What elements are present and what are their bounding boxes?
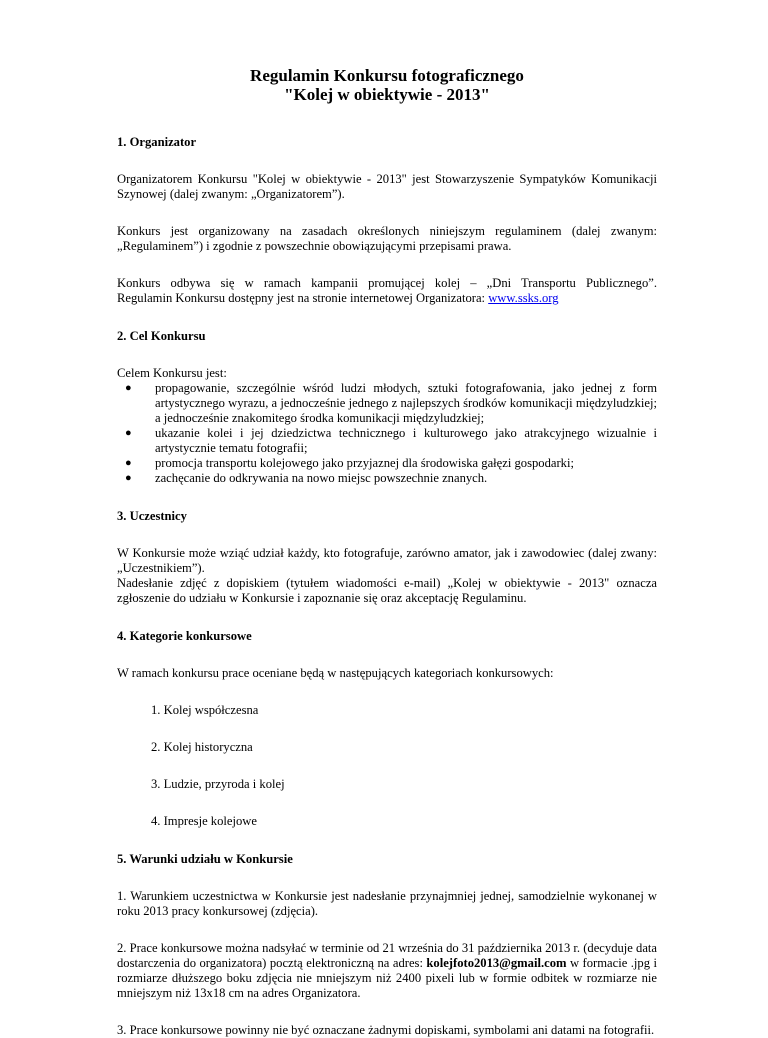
organizer-paragraph-3-line-1: Konkurs odbywa się w ramach kampanii promującej kolej – „Dni Transportu Publicznego”. xyxy=(117,276,657,290)
organizer-paragraph-1: Organizatorem Konkursu "Kolej w obiektywie - 2013" jest Stowarzyszenie Sympatyków Komunikacji Szynowej (dalej zwanym: „Organizatorem”). xyxy=(117,172,657,201)
category-item-1: 1. Kolej współczesna xyxy=(151,703,259,717)
contest-email-address: kolejfoto2013@gmail.com xyxy=(426,956,567,970)
category-item-2: 2. Kolej historyczna xyxy=(151,740,253,754)
conditions-paragraph-1: 1. Warunkiem uczestnictwa w Konkursie jest nadesłanie przynajmniej jednej, samodzielnie wykonanej w roku 2013 pracy konkursowej (zdjęcia). xyxy=(117,889,657,918)
list-item: ● propagowanie, szczególnie wśród ludzi młodych, sztuki fotografowania, jako jednej z form artystycznego wyrazu, a jednocześnie jednego z najlepszych środków komunikacji międzyludzkiej; a jednocześnie znakomitego środka komunikacji międzyludzkiej; xyxy=(125,381,657,425)
organizer-paragraph-2: Konkurs jest organizowany na zasadach określonych niniejszym regulaminem (dalej zwanym: „Regulaminem”) i zgodnie z powszechnie obowiązującymi przepisami prawa. xyxy=(117,224,657,253)
participants-paragraph-2: Nadesłanie zdjęć z dopiskiem (tytułem wiadomości e-mail) „Kolej w obiektywie - 2013" oznacza zgłoszenie do udziału w Konkursie i zapoznanie się oraz akceptację Regulaminu. xyxy=(117,576,657,605)
bullet-icon: ● xyxy=(125,427,132,439)
section-heading-organizer: 1. Organizator xyxy=(117,135,197,149)
list-item: ● zachęcanie do odkrywania na nowo miejsc powszechnie znanych. xyxy=(125,471,488,485)
bullet-icon: ● xyxy=(125,472,132,484)
ssks-website-link[interactable]: www.ssks.org xyxy=(488,291,559,305)
organizer-paragraph-3-line-2: Regulamin Konkursu dostępny jest na stronie internetowej Organizatora: xyxy=(117,291,489,305)
category-item-3: 3. Ludzie, przyroda i kolej xyxy=(151,777,285,791)
bullet-icon: ● xyxy=(125,382,132,394)
title-line-1: Regulamin Konkursu fotograficznego xyxy=(250,66,524,85)
section-heading-participants: 3. Uczestnicy xyxy=(117,509,187,523)
section-heading-conditions: 5. Warunki udziału w Konkursie xyxy=(117,852,293,866)
list-item: ● promocja transportu kolejowego jako przyjaznej dla środowiska gałęzi gospodarki; xyxy=(125,456,574,470)
section-heading-categories: 4. Kategorie konkursowe xyxy=(117,629,252,643)
bullet-icon: ● xyxy=(125,457,132,469)
conditions-paragraph-3: 3. Prace konkursowe powinny nie być oznaczane żadnymi dopiskami, symbolami ani datami na fotografii. xyxy=(117,1023,655,1037)
organizer-paragraph-3 xyxy=(117,276,657,306)
goal-list xyxy=(117,381,657,486)
conditions-paragraph-2: 2. Prace konkursowe można nadsyłać w terminie od 21 września do 31 października 2013 r. (decyduje data dostarczenia do organizatora) pocztą elektroniczną na adres: kolejfoto2013@gmail.com w formacie .jpg i rozmiarze dłuższego boku zdjęcia nie mniejszym niż 2400 pixeli lub w formie odbitek w rozmiarze nie mniejszym niż 13x18 cm na adres Organizatora. xyxy=(117,941,657,1000)
title-line-2: "Kolej w obiektywie - 2013" xyxy=(284,85,490,104)
section-heading-goal: 2. Cel Konkursu xyxy=(117,329,206,343)
document-title xyxy=(117,66,657,104)
list-item: ● ukazanie kolei i jej dziedzictwa technicznego i kulturowego jako atrakcyjnego wizualnie i artystycznie tematu fotografii; xyxy=(125,426,657,455)
goal-intro: Celem Konkursu jest: xyxy=(117,366,227,380)
category-item-4: 4. Impresje kolejowe xyxy=(151,814,257,828)
participants-paragraph-1: W Konkursie może wziąć udział każdy, kto fotografuje, zarówno amator, jak i zawodowiec (dalej zwany: „Uczestnikiem”). xyxy=(117,546,657,575)
categories-intro: W ramach konkursu prace oceniane będą w następujących kategoriach konkursowych: xyxy=(117,666,554,680)
